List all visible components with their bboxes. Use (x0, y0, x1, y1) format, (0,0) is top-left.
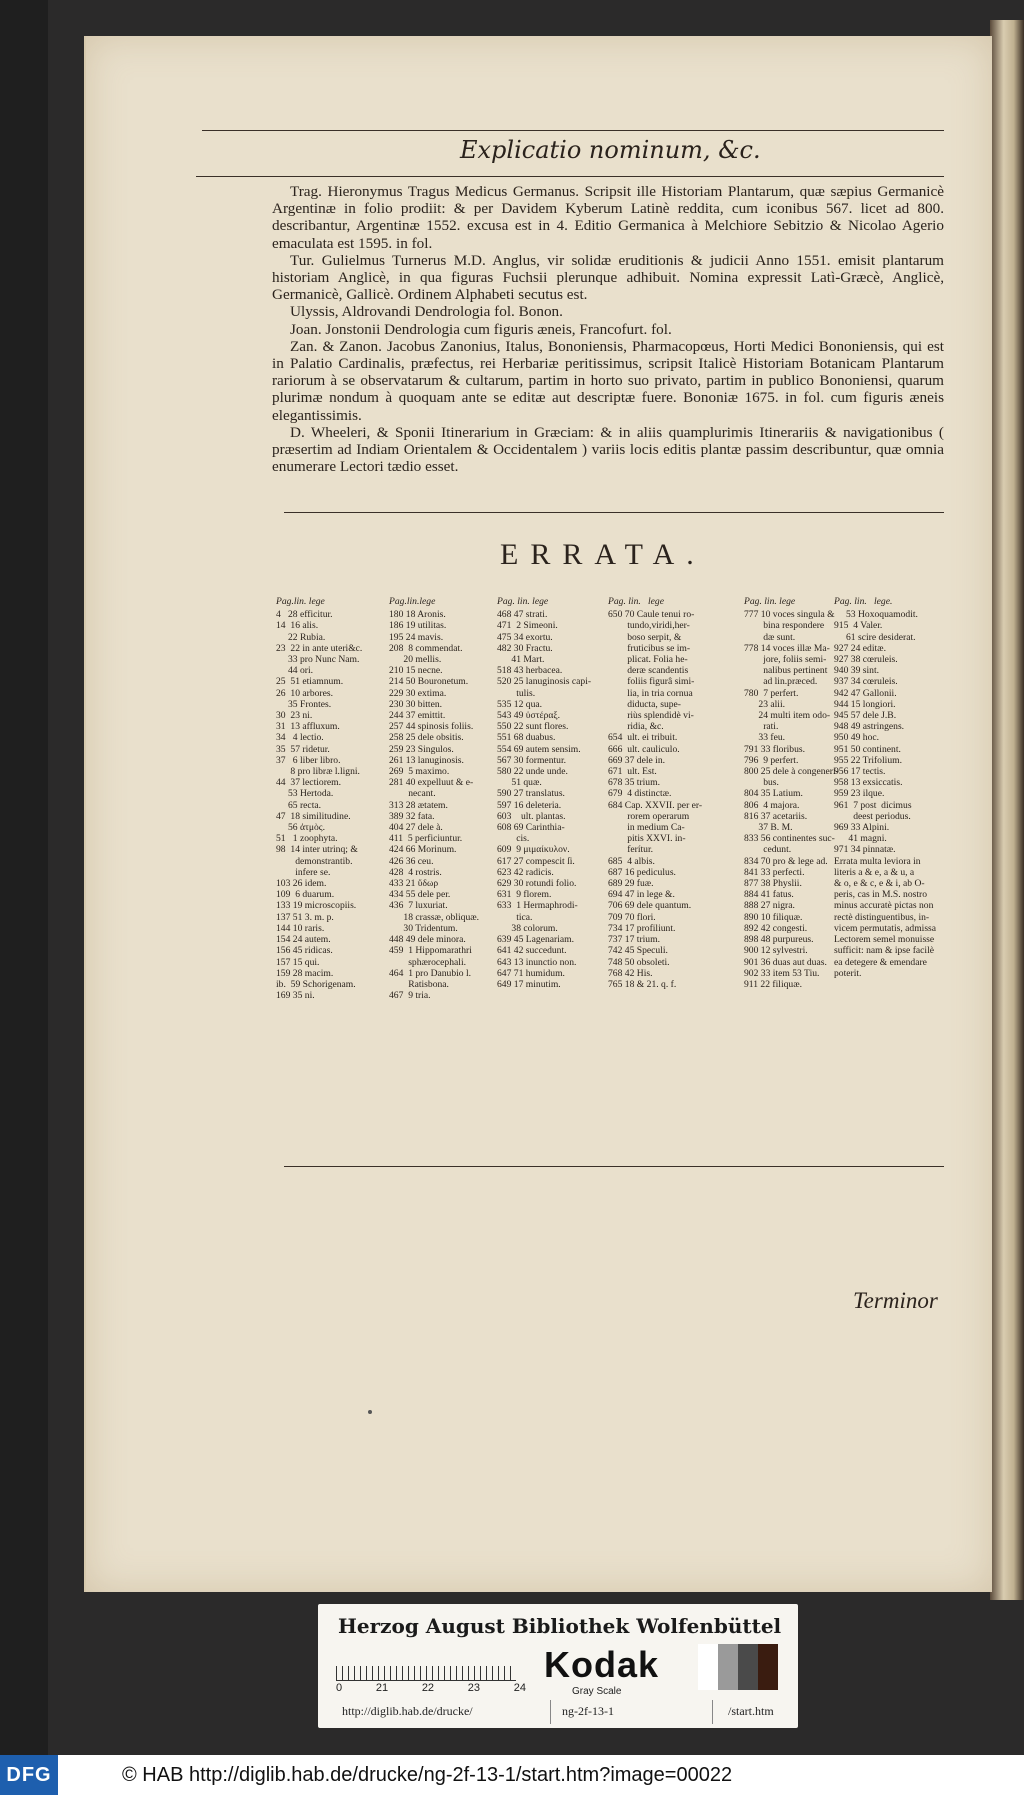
errata-entry: fruticibus se im- (608, 642, 691, 654)
errata-entry: 214 50 Bouronetum. (389, 676, 469, 688)
errata-entry: 603 ult. plantas. (497, 810, 566, 822)
errata-entry: 37 6 liber libro. (276, 754, 341, 766)
errata-entry: 951 50 continent. (834, 743, 901, 755)
errata-entry: 33 pro Nunc Nam. (276, 654, 360, 666)
errata-entry: 684 Cap. XXVII. per er- (608, 799, 703, 811)
errata-entry: 109 6 duarum. (276, 889, 335, 901)
errata-entry: 35 Frontes. (276, 698, 332, 710)
errata-entry: tica. (497, 911, 533, 923)
errata-entry: 23 22 in ante uteri&c. (276, 642, 363, 654)
errata-entry: foliis figurâ simi- (608, 676, 695, 688)
errata-entry: 833 56 continentes suc- (744, 833, 835, 845)
errata-entry: rati. (744, 721, 779, 733)
errata-entry: deræ scandentis (608, 665, 689, 677)
errata-entry: 791 33 floribus. (744, 743, 806, 755)
separator (550, 1700, 551, 1724)
errata-column (834, 596, 936, 979)
errata-entry: 520 25 lanuginosis capi- (497, 676, 592, 688)
errata-entry: 888 27 nigra. (744, 900, 795, 912)
errata-entry: 448 49 dele minora. (389, 934, 466, 946)
errata-entry: 945 57 dele J.B. (834, 710, 897, 722)
errata-column (744, 596, 839, 990)
errata-entry: 159 28 macim. (276, 967, 334, 979)
errata-title: ERRATA. (500, 538, 706, 571)
url-prefix: http://diglib.hab.de/drucke/ (342, 1704, 473, 1718)
errata-entry: 884 41 fatus. (744, 889, 794, 901)
paragraph: Tur. Gulielmus Turnerus M.D. Anglus, vir solidæ eruditionis & judicii Anno 1551. emisit plantarum historiam Anglicè, in qua figuras Fuchsii plerunque adhibuit. Nomina expressit Latì-Græcè, Anglicè, Germanicè, Gallicè. Ordinem Alphabeti secutus est. (272, 251, 944, 304)
errata-entry: 689 29 fuæ. (608, 878, 654, 890)
errata-column-header: Pag.lin. lege (276, 596, 325, 607)
errata-entry: 654 ult. ei tribuit. (608, 732, 678, 744)
errata-entry: 777 10 voces singula & (744, 609, 835, 621)
errata-entry: 41 magni. (834, 833, 887, 845)
paragraph: Ulyssis, Aldrovandi Dendrologia fol. Bonon. (290, 303, 563, 321)
errata-entry: 901 36 duas aut duas. (744, 956, 827, 968)
errata-entry: 679 4 distinctæ. (608, 788, 672, 800)
errata-entry: 940 39 sint. (834, 665, 880, 677)
errata-entry: 950 49 hoc. (834, 732, 880, 744)
top-rule (202, 130, 944, 131)
scan-edge (0, 0, 48, 1755)
errata-entry: plicat. Folia he- (608, 654, 688, 666)
errata-entry: 915 4 Valer. (834, 620, 883, 632)
errata-entry: 567 30 formentur. (497, 754, 567, 766)
errata-entry: necant. (389, 788, 436, 800)
errata-entry: tulis. (497, 687, 536, 699)
errata-entry: 33 feu. (744, 732, 786, 744)
errata-entry: 41 Mart. (497, 654, 545, 666)
errata-entry: 937 34 cœruleis. (834, 676, 898, 688)
errata-entry: 629 30 rotundi folio. (497, 878, 577, 890)
errata-entry: dæ sunt. (744, 631, 796, 643)
errata-entry: tundo,viridi,her- (608, 620, 690, 632)
errata-entry: 53 Hertoda. (276, 788, 334, 800)
errata-entry: 258 25 dele obsitis. (389, 732, 464, 744)
book-gutter (990, 20, 1024, 1600)
errata-entry: 257 44 spinosis foliis. (389, 721, 474, 733)
errata-entry: 471 2 Simeoni. (497, 620, 558, 632)
errata-entry: 961 7 post dicimus (834, 799, 912, 811)
errata-entry: 911 22 filiquæ. (744, 978, 803, 990)
errata-entry: 543 49 ὑστέραξ. (497, 710, 561, 722)
errata-entry: 61 scire desiderat. (834, 631, 916, 643)
errata-entry: 800 25 dele à congeneri- (744, 766, 839, 778)
errata-entry: 806 4 majora. (744, 799, 800, 811)
errata-entry: demonstrantib. (276, 855, 353, 867)
errata-entry: 706 69 dele quantum. (608, 900, 692, 912)
ruler-number: 0 (336, 1682, 343, 1694)
color-target-card (318, 1604, 798, 1728)
errata-entry: infere se. (276, 866, 331, 878)
errata-entry: 877 38 Physlii. (744, 878, 802, 890)
errata-entry: literis a & e, a & u, a (834, 866, 915, 878)
errata-entry: 35 57 ridetur. (276, 743, 330, 755)
errata-entry: 8 pro libræ l.ligni. (276, 766, 360, 778)
errata-entry: 475 34 exortu. (497, 631, 553, 643)
errata-entry: 900 12 sylvestri. (744, 945, 808, 957)
errata-entry: 180 18 Aronis. (389, 609, 446, 621)
errata-entry: 434 55 dele per. (389, 889, 451, 901)
errata-entry: 955 22 Trifolium. (834, 754, 902, 766)
errata-entry: 948 49 astringens. (834, 721, 905, 733)
errata-entry: 169 35 ni. (276, 990, 315, 1002)
errata-entry: 436 7 luxuriat. (389, 900, 448, 912)
errata-entry: 650 70 Caule tenui ro- (608, 609, 695, 621)
errata-entry: 518 43 herbacea. (497, 665, 563, 677)
errata-entry: 389 32 fata. (389, 810, 435, 822)
errata-entry: 230 30 bitten. (389, 698, 443, 710)
shelfmark: ng-2f-13-1 (562, 1704, 614, 1718)
errata-entry: 53 Hoxoquamodit. (834, 609, 918, 621)
errata-entry: 902 33 item 53 Tiu. (744, 967, 820, 979)
errata-entry: vicem permutatis, admissa (834, 922, 937, 934)
errata-entry: rectè distinguentibus, in- (834, 911, 930, 923)
errata-entry: 404 27 dele à. (389, 822, 443, 834)
gray-patches (698, 1644, 778, 1690)
errata-entry: 617 27 compescit ſi. (497, 855, 575, 867)
errata-entry: 26 10 arbores. (276, 687, 334, 699)
errata-entry: 4 28 efficitur. (276, 609, 333, 621)
footer-bar (0, 1755, 1024, 1795)
errata-entry: 551 68 duabus. (497, 732, 556, 744)
ruler-number: 24 (513, 1682, 526, 1694)
bottom-rule (284, 1166, 944, 1167)
errata-entry: minus accuratè pictas non (834, 900, 934, 912)
errata-entry: 24 multi item odo- (744, 710, 831, 722)
errata-entry: 25 51 etiamnum. (276, 676, 344, 688)
errata-entry: ridia, &c. (608, 721, 664, 733)
errata-entry: Errata multa leviora in (834, 855, 921, 867)
errata-entry: jore, foliis semi- (744, 654, 827, 666)
page-caption: Explicatio nominum, &c. (460, 136, 761, 164)
errata-entry: 229 30 extima. (389, 687, 447, 699)
errata-entry: 554 69 autem sensim. (497, 743, 581, 755)
errata-entry: 156 45 ridicas. (276, 945, 333, 957)
errata-entry: 956 17 tectis. (834, 766, 886, 778)
errata-column-header: Pag.lin.lege (389, 596, 436, 607)
errata-entry: 157 15 qui. (276, 956, 320, 968)
errata-entry: 580 22 unde unde. (497, 766, 568, 778)
errata-entry: sphærocephali. (389, 956, 467, 968)
errata-entry: 890 10 filiquæ. (744, 911, 803, 923)
errata-entry: riùs splendidè vi- (608, 710, 694, 722)
errata-entry: 709 70 flori. (608, 911, 656, 923)
errata-entry: 609 9 μιμαίκυλον. (497, 844, 570, 856)
errata-entry: lia, in tria cornua (608, 687, 693, 699)
errata-entry: 608 69 Carinthia- (497, 822, 565, 834)
errata-entry: rorem operarum (608, 810, 690, 822)
errata-entry: 971 34 pinnatæ. (834, 844, 896, 856)
errata-entry: 30 23 ni. (276, 710, 313, 722)
gray-patch (698, 1644, 718, 1690)
ruler-numbers (336, 1682, 526, 1694)
errata-entry: 778 14 voces illæ Ma- (744, 642, 830, 654)
paper-speck (368, 1410, 372, 1414)
errata-entry: 892 42 congesti. (744, 922, 808, 934)
errata-entry: 816 37 acetariis. (744, 810, 808, 822)
errata-entry: 259 23 Singulos. (389, 743, 454, 755)
errata-column (608, 596, 702, 990)
dfg-logo: DFG (0, 1755, 58, 1795)
errata-entry: 643 13 inunctio non. (497, 956, 577, 968)
errata-entry: 927 24 editæ. (834, 642, 886, 654)
errata-entry: & o, e & c, e & i, ab O- (834, 878, 925, 890)
errata-entry: 20 mellis. (389, 654, 442, 666)
errata-entry: 51 quæ. (497, 777, 542, 789)
errata-entry: 765 18 & 21. q. f. (608, 978, 677, 990)
gray-patch (738, 1644, 758, 1690)
separator (712, 1700, 713, 1724)
errata-column (276, 596, 362, 1001)
errata-entry: ferítur. (608, 844, 654, 856)
errata-entry: bus. (744, 777, 779, 789)
errata-entry: 841 33 perfecti. (744, 866, 805, 878)
errata-entry: 482 30 Fractu. (497, 642, 553, 654)
paragraph: Zan. & Zanon. Jacobus Zanonius, Italus, Bononiensis, Pharmacopœus, Horti Medici Bononiensis, qui est in Palatio Cardinalis, præfectus, rei Herbariæ peritissimus, scripsit Italicè Historiam Botanicam Plantarum rariorum à se observatarum & cultarum, partim in horto suo privato, partim in publico Bononiensi, quarum plurimæ nondum à quoquam ante se editæ aut descriptæ fuere. Bononiæ 1675. in fol. cum figuris æneis elegantissimis. (272, 337, 944, 424)
errata-entry: 737 17 trium. (608, 934, 660, 946)
errata-entry: 103 26 idem. (276, 878, 327, 890)
errata-entry: Lectorem semel monuisse (834, 934, 935, 946)
ruler-number: 22 (421, 1682, 435, 1694)
errata-entry: cis. (497, 833, 530, 845)
errata-column (389, 596, 479, 1001)
errata-entry: 38 colorum. (497, 922, 558, 934)
errata-entry: 464 1 pro Danubio l. (389, 967, 472, 979)
errata-entry: ad lin.præced. (744, 676, 818, 688)
errata-entry: 834 70 pro & lege ad. (744, 855, 828, 867)
errata-entry: 433 21 ὕδωρ (389, 878, 439, 890)
errata-entry: 37 B. M. (744, 822, 793, 834)
errata-entry: 22 Rubia. (276, 631, 326, 643)
errata-entry: 428 4 rostris. (389, 866, 442, 878)
errata-entry: pitis XXVI. in- (608, 833, 686, 845)
errata-entry: 281 40 expelluut & e- (389, 777, 474, 789)
errata-entry: 34 4 lectio. (276, 732, 324, 744)
errata-entry: 459 1 Hippomarathri (389, 945, 472, 957)
errata-entry: 65 recta. (276, 799, 322, 811)
ruler-scale (336, 1648, 516, 1681)
paragraph: Joan. Jonstonii Dendrologia cum figuris æneis, Francofurt. fol. (290, 320, 672, 338)
errata-entry: 796 9 perfert. (744, 754, 799, 766)
errata-entry: deest periodus. (834, 810, 911, 822)
errata-entry: 694 47 in lege &. (608, 889, 675, 901)
kodak-logo: Kodak (544, 1644, 660, 1685)
errata-entry: 898 48 purpureus. (744, 934, 814, 946)
errata-entry: 678 35 trium. (608, 777, 660, 789)
errata-entry: 195 24 mavis. (389, 631, 444, 643)
errata-entry: 467 9 tria. (389, 990, 431, 1002)
errata-entry: 590 27 translatus. (497, 788, 565, 800)
errata-entry: 666 ult. cauliculo. (608, 743, 680, 755)
library-name: Herzog August Bibliothek Wolfenbüttel (338, 1614, 782, 1638)
errata-entry: 748 50 obsoleti. (608, 956, 670, 968)
errata-entry: 244 37 emittit. (389, 710, 446, 722)
gray-scale-label: Gray Scale (572, 1686, 622, 1697)
errata-entry: 18 crassæ, obliquæ. (389, 911, 480, 923)
errata-entry: 144 10 raris. (276, 922, 325, 934)
errata-entry: 47 18 similitudine. (276, 810, 351, 822)
errata-entry: 44 ori. (276, 665, 314, 677)
catchword: Terminor (853, 1288, 938, 1313)
errata-entry: 269 5 maximo. (389, 766, 450, 778)
errata-entry: 687 16 pediculus. (608, 866, 676, 878)
errata-column (497, 596, 591, 990)
errata-entry: sufficit: nam & ipse facilè (834, 945, 934, 957)
errata-entry: 98 14 inter utrinq; & (276, 844, 358, 856)
errata-entry: 649 17 minutim. (497, 978, 561, 990)
errata-entry: nalibus pertinent (744, 665, 828, 677)
paragraph: Trag. Hieronymus Tragus Medicus Germanus. Scripsit ille Historiam Plantarum, quæ sæpius Germanicè Argentinæ in folio prodiit: & per Davidem Kyberum Latinè reddita, cum iconibus 567. licet ad 800. describantur, Argentinæ 1552. excusa est in 4. Editio Germanica à Melchiore Sebitzio & Nicolao Agerio emaculata est 1595. in fol. (272, 183, 944, 252)
errata-entry: 768 42 His. (608, 967, 653, 979)
section-rule (284, 512, 944, 513)
errata-entry: 959 23 ilque. (834, 788, 885, 800)
errata-entry: 56 ἀτμὸς. (276, 822, 326, 834)
errata-entry: bina respondere (744, 620, 825, 632)
errata-entry: 623 42 radicis. (497, 866, 554, 878)
errata-entry: ib. 59 Schorigenam. (276, 978, 356, 990)
errata-entry: boso serpit, & (608, 631, 682, 643)
errata-entry: 424 66 Morinum. (389, 844, 457, 856)
errata-entry: 426 36 ceu. (389, 855, 434, 867)
url-suffix: /start.htm (728, 1704, 774, 1718)
errata-entry: 942 47 Gallonii. (834, 687, 897, 699)
caption-rule (196, 176, 944, 177)
errata-entry: 137 51 3. m. p. (276, 911, 334, 923)
errata-entry: 535 12 qua. (497, 698, 543, 710)
errata-entry: 550 22 sunt flores. (497, 721, 569, 733)
errata-entry: 51 1 zoophyta. (276, 833, 338, 845)
errata-entry: 313 28 ætatem. (389, 799, 448, 811)
errata-entry: 44 37 lectiorem. (276, 777, 342, 789)
errata-entry: 633 1 Hermaphrodi- (497, 900, 578, 912)
errata-entry: 14 16 alis. (276, 620, 319, 632)
errata-column-header: Pag. lin. lege (744, 596, 796, 607)
errata-entry: 671 ult. Est. (608, 766, 657, 778)
errata-column-header: Pag. lin. lege (497, 596, 549, 607)
errata-entry: 639 45 Lagenariam. (497, 934, 574, 946)
errata-entry: 208 8 commendat. (389, 642, 463, 654)
errata-entry: 944 15 longiori. (834, 698, 896, 710)
errata-entry: 969 33 Alpini. (834, 822, 890, 834)
errata-entry: 647 71 humidum. (497, 967, 565, 979)
errata-entry: 685 4 albis. (608, 855, 655, 867)
copyright-link[interactable]: © HAB http://diglib.hab.de/drucke/ng-2f-13-1/start.htm?image=00022 (122, 1764, 733, 1786)
errata-entry: 927 38 cœruleis. (834, 654, 898, 666)
errata-entry: 804 35 Latium. (744, 788, 803, 800)
ruler-number: 23 (467, 1682, 481, 1694)
errata-entry: 261 13 lanuginosis. (389, 754, 464, 766)
errata-entry: 186 19 utilitas. (389, 620, 447, 632)
errata-entry: 30 Tridentum. (389, 922, 458, 934)
errata-entry: 631 9 florem. (497, 889, 552, 901)
errata-entry: 210 15 necne. (389, 665, 443, 677)
errata-entry: 958 13 exsiccatis. (834, 777, 903, 789)
errata-entry: cedunt. (744, 844, 792, 856)
errata-entry: 154 24 autem. (276, 934, 331, 946)
errata-column-header: Pag. lin. lege (608, 596, 664, 607)
errata-entry: 780 7 perfert. (744, 687, 799, 699)
errata-entry: ea detegere & emendare (834, 956, 927, 968)
errata-entry: peris, cas in M.S. nostro (834, 889, 928, 901)
paragraph: D. Wheeleri, & Sponii Itinerarium in Græciam: & in aliis quamplurimis Itinerariis & navigationibus ( præsertim ad Indiam Orientalem & Occidentalem ) variis locis editis plantæ passim describuntur, quæ omnia enumerare Lectori tædio esset. (272, 423, 944, 476)
errata-entry: 468 47 strati. (497, 609, 548, 621)
ruler-number: 21 (375, 1682, 389, 1694)
explicatio-text (272, 183, 944, 475)
errata-entry: 23 alii. (744, 698, 786, 710)
errata-entry: 641 42 succedunt. (497, 945, 567, 957)
gray-patch (718, 1644, 738, 1690)
errata-entry: in medium Ca- (608, 822, 685, 834)
errata-entry: 597 16 deleteria. (497, 799, 562, 811)
errata-entry: poterit. (834, 967, 862, 979)
errata-entry: 133 19 microscopiis. (276, 900, 357, 912)
errata-entry: diducta, supe- (608, 698, 682, 710)
errata-entry: 411 5 perficiuntur. (389, 833, 463, 845)
errata-entry: Ratisbona. (389, 978, 449, 990)
errata-entry: 734 17 profiliunt. (608, 922, 676, 934)
errata-entry: 742 45 Speculi. (608, 945, 668, 957)
errata-entry: 669 37 dele in. (608, 754, 666, 766)
gray-patch (758, 1644, 778, 1690)
errata-column-header: Pag. lin. lege. (834, 596, 893, 607)
errata-entry: 31 13 affluxum. (276, 721, 340, 733)
